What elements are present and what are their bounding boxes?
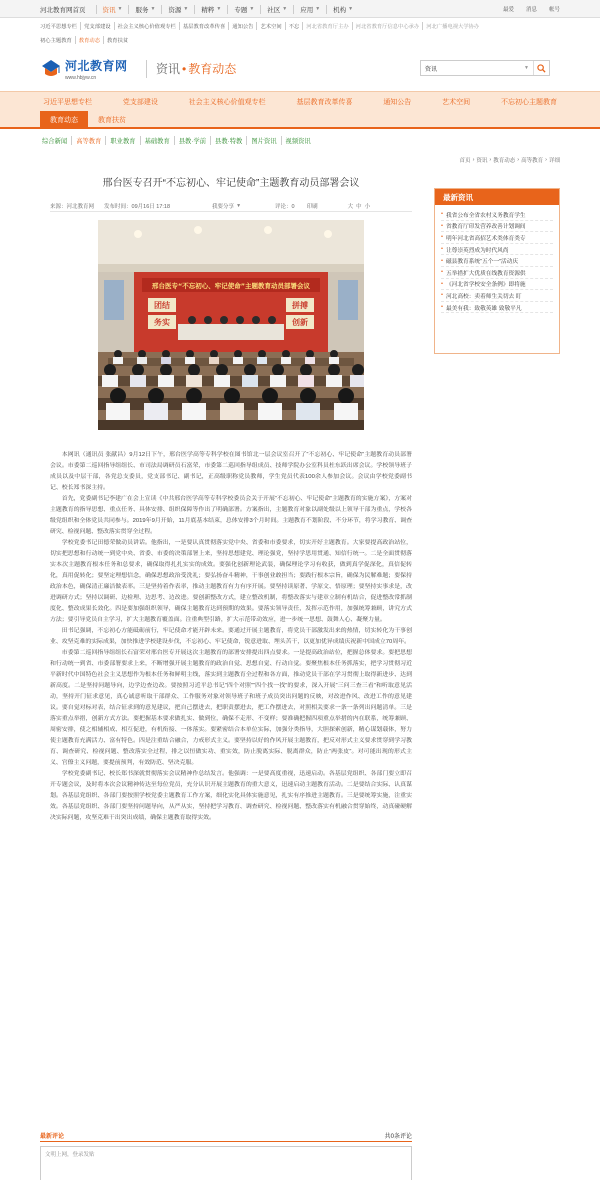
comments-count[interactable]: 共0条评论 (384, 1134, 412, 1140)
article-paragraph: 市委第二巡回指导组组长石富荣对邢台医专开展这次主题教育的部署安排提出四点要求。一是提高政治站位，把握总体要求。要把思想和行动统一到省、市委部署要求上来，不断增强开展主题教育的政治自觉、思想自觉、行动自觉。要聚焦根本任务抓落实，把学习贯彻习近平新时代中国特色社会主义思想作为根本任务和鲜明主线，落实到主题教育全过程和各方面，推动党员干部在学习贯彻上取得新进步、达到新高度。二是坚持问题导向，边学边查边改。要按照习近平总书记“四个对照”“四个找一找”的要求，深入开展“三问三查三看”和听取意见活动，坚持开门征求意见，真心诚意听取干部群众、工作服务对象对领导班子和班子成员突出问题的反映，对改进作风、改进工作的意见建议。要自觉对标对表，结合征求到的意见建议，把自己摆进去，把职责摆进去，把工作摆进去，对照相关要求一条一条列出问题清单。三是落实重点举措，创新方式方法。要把握基本要求做扎实、做到位，确保不走形、不变样；要准确把握四项重点举措的内在联系，统筹兼顾、周密安排，使之相辅相成、相互促进，有机衔接、一体落实。要紧密结合本单位实际，加强分类指导，大胆探索创新，精心谋划载体，努力使主题教育充满活力、富有特色。四是注重结合融合，力戒形式主义。要坚持以好的作风开展主题教育，把反对形式主义要求贯穿到学习教育、调查研究、检视问题、整改落实全过程，排之以恒做实功、重实效，防止脱离实际、脱离群众，防止“两张皮”。对可能出现的形式主义、官僚主义问题，要提前预判，有效防范、坚决克服。 (50, 650, 412, 766)
font-small-button[interactable]: 小 (364, 203, 371, 210)
quick-links-row (40, 20, 560, 32)
top-nav-topic[interactable]: 专题 ▼ (227, 5, 260, 14)
font-medium-button[interactable]: 中 (356, 203, 362, 210)
search-button[interactable] (533, 61, 549, 75)
article-title: 邢台医专召开“不忘初心、牢记使命”主题教育动员部署会议 (102, 178, 360, 189)
latest-news-item[interactable]: • 《河北省学校安全条例》即将施 (441, 279, 553, 291)
messages-link[interactable]: 消息 (525, 7, 537, 13)
top-nav-community[interactable]: 社区 ▼ (260, 5, 293, 14)
breadcrumb-current: 详细 (548, 158, 560, 164)
subnav-item[interactable]: 职业教育 (105, 136, 139, 145)
quick-link[interactable]: 不忘 (285, 22, 303, 30)
section-title: 资讯 • 教育动态 (156, 62, 237, 76)
latest-news-panel (434, 188, 560, 354)
subnav-item[interactable]: 县教·特教 (210, 136, 246, 145)
nav-item[interactable]: 习近平思想专栏 (43, 98, 92, 106)
top-nav-news[interactable]: 资讯 ▼ (96, 5, 129, 14)
photo-slogan: 务实 (154, 318, 170, 327)
nav-item[interactable]: 艺术空间 (442, 98, 471, 106)
share-button[interactable]: 我要分享 ▼ (212, 202, 242, 210)
breadcrumb (460, 155, 560, 165)
article-source: 来源：河北教育网 (50, 203, 95, 210)
comment-input[interactable]: 文明上网，登录发贴 (40, 1146, 412, 1180)
breadcrumb-item[interactable]: 教育动态 (493, 158, 516, 164)
article-body (50, 450, 412, 824)
chevron-right-icon: › (517, 157, 520, 163)
quick-link[interactable]: 初心主题教育 (40, 38, 72, 44)
search-box[interactable] (420, 60, 550, 76)
latest-news-item[interactable]: • 河北高校：卖着师生关切去 盯 (441, 290, 553, 302)
article-paragraph: 首先，党委副书记李建广在会上宣读《中共邢台医学高等专科学校委员会关于开展“不忘初心、牢记使命”主题教育的实施方案》，方案对主题教育的指导思想、重点任务、具体安排、组织保障等作出了明确部署。方案指出，主题教育对象以副处级以上领导干部为重点，学校各级党组织和全体党员共同参与。2019年9月开始，11月底基本结束，总体安排3个月时间。主题教育不划阶段、不分环节，将学习教育、调查研究、检视问题、整改落实贯穿全过程。 (50, 496, 412, 535)
top-nav-essence[interactable]: 精粹 ▼ (194, 5, 227, 14)
quick-link[interactable]: 基层教育改革传喜 (179, 22, 228, 30)
nav-item[interactable]: 党支部建设 (122, 98, 158, 106)
nav-item[interactable]: 通知公告 (383, 98, 412, 106)
font-size-switch (348, 202, 371, 210)
chevron-down-icon: ▼ (249, 6, 255, 12)
comments-section (40, 1130, 412, 1180)
article-paragraph: 学校党委副书记、校长郑书深就贯彻落实会议精神作总结发言。他强调：一是要高度重视，迅速启动。各基层党组织、各部门要立即召开专题会议，及时将本次会议精神传达至每位党员，充分认识开展主题教育的重大意义，迅速启动主题教育活动。二是要结合实际、认真谋划。各基层党组织、各部门要按照学校党委主题教育工作方案，细化实化具体实施意见，扎实有序推进主题教育。三是要统筹实施，注重实效。各基层党组织、各部门要坚持问题导向，从严从实，坚持把学习教育、调查研究、检视问题、整改落实有机融合贯穿始终，动真碰硬解决实际问题，攻坚克难干出突出成绩，确保主题教育取得实效。 (50, 771, 412, 821)
sponsor-text: 河北广播电视大学协办 (422, 22, 482, 30)
chevron-down-icon: ▼ (524, 65, 529, 71)
quick-links-row-2 (40, 34, 560, 46)
chevron-down-icon: ▼ (216, 6, 222, 12)
chevron-right-icon: › (545, 157, 547, 163)
nav-item[interactable]: 基层教育改革传喜 (296, 98, 353, 106)
nav-item[interactable]: 社会主义核心价值观专栏 (188, 98, 266, 106)
search-category-select[interactable]: 资讯 (425, 66, 438, 73)
tab-education-news[interactable]: 教育动态 (40, 111, 88, 129)
quick-link[interactable]: 党支部建设 (80, 22, 114, 30)
top-bar (0, 0, 600, 18)
photo-slogan: 拼搏 (292, 301, 308, 310)
chevron-down-icon: ▼ (315, 6, 321, 12)
chevron-right-icon: › (472, 157, 475, 163)
logo-icon (40, 58, 62, 80)
article-paragraph: 本网讯（通讯员 张献昌）9月12日下午，邢台医学高等专科学校在图书馆北一层会议室召开了“不忘初心、牢记使命”主题教育动员部署会议。市委第二巡回指导组组长、市司法局调研员石富荣，市委第二巡回指导组成员、技师学院办公室科员杜东跃出席会议。学校领导班子成员以及中层干部，各党总支委员，党支部书记、副书记，正高级职称党员教师，学生党员代表100余人参加会议。会议由学校党委副书记、校长郑书深主持。 (50, 452, 412, 491)
latest-news-item[interactable]: • 我省公布全省农村义务教育学生 (441, 209, 553, 221)
chevron-down-icon: ▼ (183, 6, 189, 12)
article-paragraph: 田书记强调，不忘初心方能砥砺前行，牢记使命才能开辟未来。要通过开展主题教育，将党员干部激发出来的热情，切实转化为干事创业、攻坚克难的实际成果，加快推进学校建设步伐，不忘初心、牢记使命，锐意进取、埋头苦干，以更加优异成绩庆祝新中国成立70周年。 (50, 628, 412, 645)
subnav-item-active[interactable]: 高等教育 (71, 136, 105, 145)
top-nav-service[interactable]: 服务 ▼ (128, 5, 161, 14)
comments-title: 最新评论 (40, 1134, 65, 1140)
quick-link-active[interactable]: 教育动态 (75, 36, 103, 44)
font-large-button[interactable]: 大 (347, 203, 354, 210)
article-time: 发布时间：09月16日 17:18 (104, 203, 171, 210)
article-meta (50, 200, 412, 212)
chevron-down-icon: ▼ (348, 6, 354, 12)
chevron-down-icon: ▼ (236, 202, 242, 209)
chevron-down-icon: ▼ (150, 6, 156, 12)
chevron-down-icon: ▼ (282, 6, 288, 12)
quick-link[interactable]: 习近平思想专栏 (40, 24, 78, 30)
top-nav-org[interactable]: 机构 ▼ (326, 5, 359, 14)
article-paragraph: 学校党委书记田德荣做动员讲话。他指出，一是要认真贯彻落实党中央、省委和市委要求，切实开好主题教育。大家要提高政治站位，切实把思想和行动统一到党中央、省委、市委的决策部署上来，坚持思想建党、理论强党，坚持学思用贯通、知信行统一。二是全面贯彻落实本次主题教育根本任务和总要求，确保取得扎扎实实的成效。要强化创新理论武装，确保理论学习有收获，做到真学促深化，真信促转化，真用促转化；要坚定理想信念，确保思想政治受洗礼；要弘扬奋斗精神，干事创业敢担当；要践行根本宗旨，确保为民解难题；要保持政治本色，确保清正廉洁做表率。三是坚持着作表率，推动主题教育有力有序开展。要坚持读原著、学原文、悟原理；要坚持实事求是，改进调研方式；坚持以调研、边检理、边思考、边改进。要创新整改方式，建立整改机制，将整改落实与建章立制有机结合，促进整改常抓制度化、整改成果长效化。四是要加强组织领导，确保主题教育达到预期的效果。要落实领导责任，发挥示范作用，加强统筹兼顾，讲究方式方法；要引导党员自主学习，扩大主题教育覆盖面。注重典型引路，扩大示范带动效应，进一步统一思想、鼓舞人心、凝聚力量。 (50, 540, 412, 623)
chevron-right-icon: › (489, 157, 492, 163)
latest-news-item[interactable]: • 最美有我：致敬英雄 致敬平凡 (441, 302, 553, 314)
latest-news-title: 最新资讯 (435, 189, 559, 205)
subnav-item[interactable]: 基础教育 (140, 136, 174, 145)
latest-news-item[interactable]: • 省教育厅印发营养改善计划调间 (441, 221, 553, 233)
top-nav-resource[interactable]: 资源 ▼ (161, 5, 194, 14)
photo-banner-text: 邢台医专“不忘初心、牢记使命”主题教育动员部署会议 (151, 282, 311, 290)
top-nav-apps[interactable]: 应用 ▼ (293, 5, 326, 14)
breadcrumb-item[interactable]: 高等教育 (521, 158, 544, 164)
print-button[interactable]: 印刷 (306, 203, 318, 210)
sponsor-text: 河北省教育厅信息中心承办 (352, 22, 423, 30)
article (40, 168, 422, 1128)
site-header (40, 52, 560, 86)
subnav-item[interactable]: 县教·学前 (174, 136, 210, 145)
sub-nav (40, 133, 560, 147)
quick-link[interactable]: 教育扶贫 (103, 36, 131, 44)
home-link[interactable]: 河北教育网首页 (40, 6, 86, 14)
favorites-link[interactable]: 最爱 (502, 7, 514, 13)
subnav-item[interactable]: 综合新闻 (42, 137, 68, 145)
latest-news-item[interactable]: • 让尊崇英烈成为时代风尚 (441, 244, 553, 256)
subnav-item[interactable]: 图片资讯 (246, 136, 280, 145)
photo-slogan: 创新 (292, 318, 308, 327)
latest-news-item[interactable]: • 明年河北省高招艺术类体育类专 (441, 232, 553, 244)
tab-education-poverty[interactable]: 教育扶贫 (98, 117, 126, 124)
subnav-item[interactable]: 视频资讯 (281, 136, 315, 145)
breadcrumb-item[interactable]: 资讯 (476, 158, 488, 164)
account-link[interactable]: 帐号 (548, 7, 560, 13)
nav-item[interactable]: 不忘初心主题教育 (500, 98, 557, 106)
photo-slogan: 团结 (154, 301, 170, 310)
latest-news-item[interactable]: • 五举措扩大优质在线教育资源供 (441, 267, 553, 279)
breadcrumb-item[interactable]: 首页 (459, 158, 471, 164)
logo-url: www.hbjyw.cn (65, 75, 97, 81)
meeting-photo (98, 220, 364, 430)
article-photo (98, 220, 364, 430)
chevron-down-icon: ▼ (117, 6, 123, 12)
latest-news-item[interactable]: • 磁县教育系统“五个一”活动庆 (441, 255, 553, 267)
logo-title: 河北教育网 (65, 59, 128, 73)
quick-link[interactable]: 艺术空间 (256, 22, 284, 30)
header-divider (146, 60, 147, 78)
search-icon (537, 64, 546, 73)
quick-link[interactable]: 通知公告 (228, 22, 256, 30)
site-logo[interactable] (40, 54, 128, 84)
comment-count[interactable]: 评论：0 (275, 203, 295, 210)
sponsor-text: 河北省教育厅主办 (302, 22, 351, 30)
quick-link[interactable]: 社会主义核心价值观专栏 (114, 22, 179, 30)
main-nav (0, 91, 600, 129)
